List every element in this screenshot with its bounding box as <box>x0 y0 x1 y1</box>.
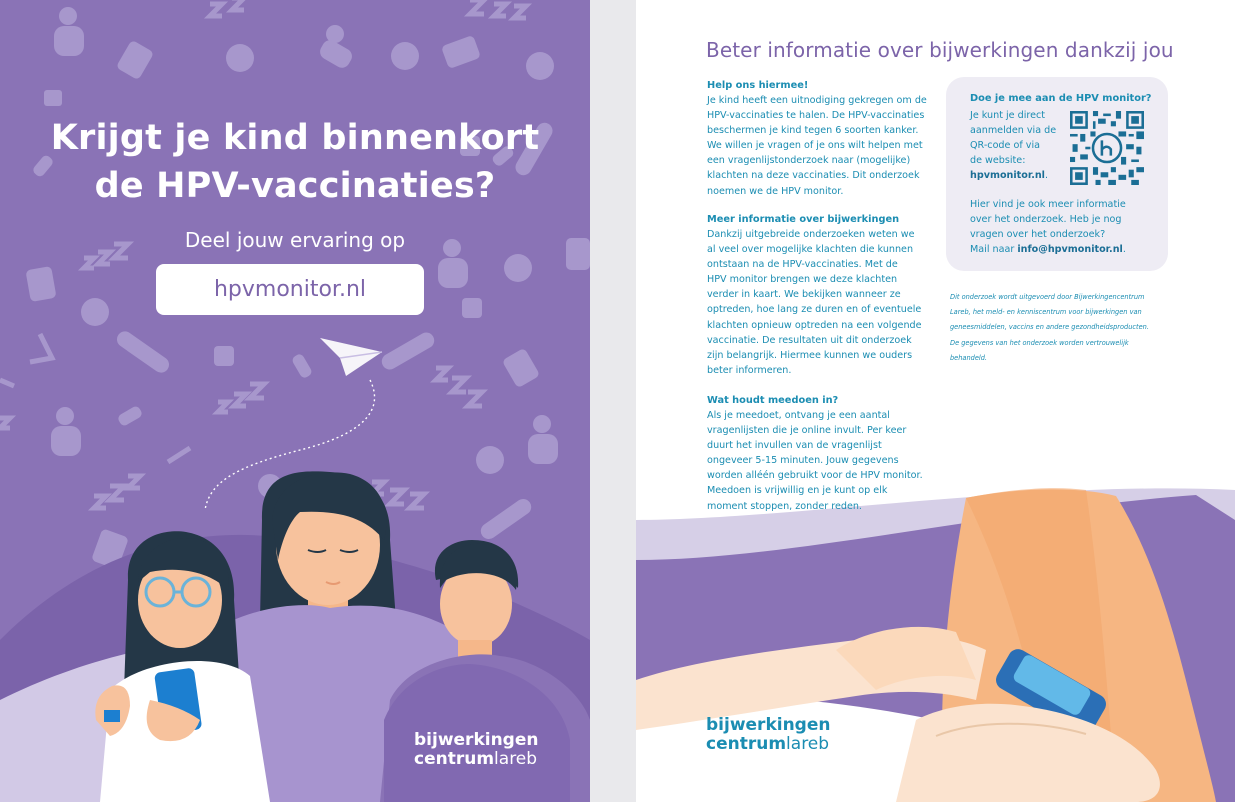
line: verder in kaart. We bekijken wanneer ze <box>707 289 901 301</box>
line: optreden, hoe lang ze duren en of eventuele <box>707 304 922 316</box>
line: Als je meedoet, ontvang je een aantal <box>707 410 890 421</box>
bijwerkingencentrum-lareb-logo-left <box>414 731 538 769</box>
line: noemen we de HPV monitor. <box>707 185 844 197</box>
logo-line-2 <box>414 750 538 769</box>
line: Je kind heeft een uitnodiging gekregen om de <box>707 95 927 106</box>
logo-line-1: bijwerkingen <box>706 715 831 735</box>
left-page-subtitle: Deel jouw ervaring op <box>184 228 406 252</box>
url-text[interactable]: hpvmonitor.nl <box>213 277 367 302</box>
line: beschermen je kind tegen 6 soorten kanker. <box>707 125 919 137</box>
family-illustration <box>0 0 590 802</box>
qr-code[interactable] <box>1070 111 1144 185</box>
punct: . <box>1044 170 1049 182</box>
line: aanmelden via de <box>970 125 1057 137</box>
line: We willen je vragen of je ons wilt helpen met <box>707 140 923 152</box>
line: geneesmiddelen, vaccins en andere gezondheidsproducten. <box>950 323 1149 332</box>
section-more-info <box>707 212 929 378</box>
line: over het onderzoek. Heb je nog <box>970 214 1122 226</box>
line: duurt het invullen van de vragenlijst <box>707 440 882 452</box>
disclaimer <box>950 290 1176 366</box>
line: ontstaan na de HPV-vaccinaties. Met de <box>707 259 898 271</box>
right-page <box>636 0 1235 802</box>
line: Hier vind je ook meer informatie <box>970 199 1126 210</box>
line: HPV-vaccinaties te halen. De HPV-vaccinaties <box>707 110 925 122</box>
logo-light: lareb <box>494 749 538 769</box>
section-help-heading: Help ons hiermee! <box>707 80 809 91</box>
line: Je kunt je direct <box>970 110 1046 121</box>
line: HPV monitor brengen we deze klachten <box>707 274 898 286</box>
line: Dankzij uitgebreide onderzoeken weten we <box>707 229 915 240</box>
line: behandeld. <box>950 353 987 362</box>
logo-light: lareb <box>786 734 830 754</box>
bijwerkingencentrum-lareb-logo-right <box>706 716 830 754</box>
line: De gegevens van het onderzoek worden vertrouwelijk <box>950 338 1129 347</box>
website-link[interactable]: hpvmonitor.nl <box>970 170 1045 182</box>
left-page <box>0 0 590 802</box>
line <box>970 168 1070 183</box>
mail-prefix: Mail naar <box>970 244 1018 256</box>
line: moment stoppen, zonder reden. <box>707 500 862 512</box>
section-participation <box>707 393 929 514</box>
line: ongeveer 5-15 minuten. Jouw gegevens <box>707 455 899 467</box>
line: de website: <box>970 155 1026 167</box>
line: Lareb, het meld- en kenniscentrum voor bijwerkingen van <box>950 308 1142 317</box>
line: een vragenlijstonderzoek naar (mogelijke) <box>707 155 911 167</box>
line <box>970 242 1160 257</box>
line: klachten na deze vaccinaties. Dit onderzoek <box>707 170 920 182</box>
line: zijn belangrijk. Hiermee kunnen we ouders <box>707 349 913 361</box>
page-gutter <box>590 0 636 802</box>
line: al veel over mogelijke klachten die kunnen <box>707 244 914 256</box>
line: beter informeren. <box>707 364 792 376</box>
participation-card <box>946 77 1168 271</box>
card-heading: Doe je mee aan de HPV monitor? <box>970 93 1152 104</box>
card-contact-text <box>970 197 1160 257</box>
line: vragenlijsten die je online invult. Per keer <box>707 425 907 437</box>
section-more-info-heading: Meer informatie over bijwerkingen <box>707 214 900 225</box>
punct: . <box>1122 244 1126 256</box>
line: QR-code of via <box>970 140 1040 152</box>
section-participation-heading: Wat houdt meedoen in? <box>707 395 839 406</box>
logo-bold: centrum <box>414 749 495 769</box>
right-page-title: Beter informatie over bijwerkingen dankzij jou <box>706 38 1174 62</box>
line: klachten opnieuw optreden na een volgende <box>707 319 922 331</box>
title-line-2: de HPV-vaccinaties? <box>94 166 496 206</box>
line: Meedoen is vrijwillig en je kunt op elk <box>707 485 888 497</box>
title-line-1: Krijgt je kind binnenkort <box>50 118 540 158</box>
logo-bold: centrum <box>706 734 787 754</box>
card-signup-text <box>970 108 1070 183</box>
line: worden alléén gebruikt voor de HPV monitor. <box>707 470 923 482</box>
logo-line-1: bijwerkingen <box>414 730 539 750</box>
logo-line-2 <box>706 735 830 754</box>
line: Dit onderzoek wordt uitgevoerd door Bijwerkingencentrum <box>950 293 1145 301</box>
line: vaccinatie. De resultaten uit dit onderzoek <box>707 334 912 346</box>
section-help <box>707 78 929 199</box>
email-link[interactable]: info@hpvmonitor.nl <box>1017 244 1123 256</box>
line: vragen over het onderzoek? <box>970 229 1106 241</box>
